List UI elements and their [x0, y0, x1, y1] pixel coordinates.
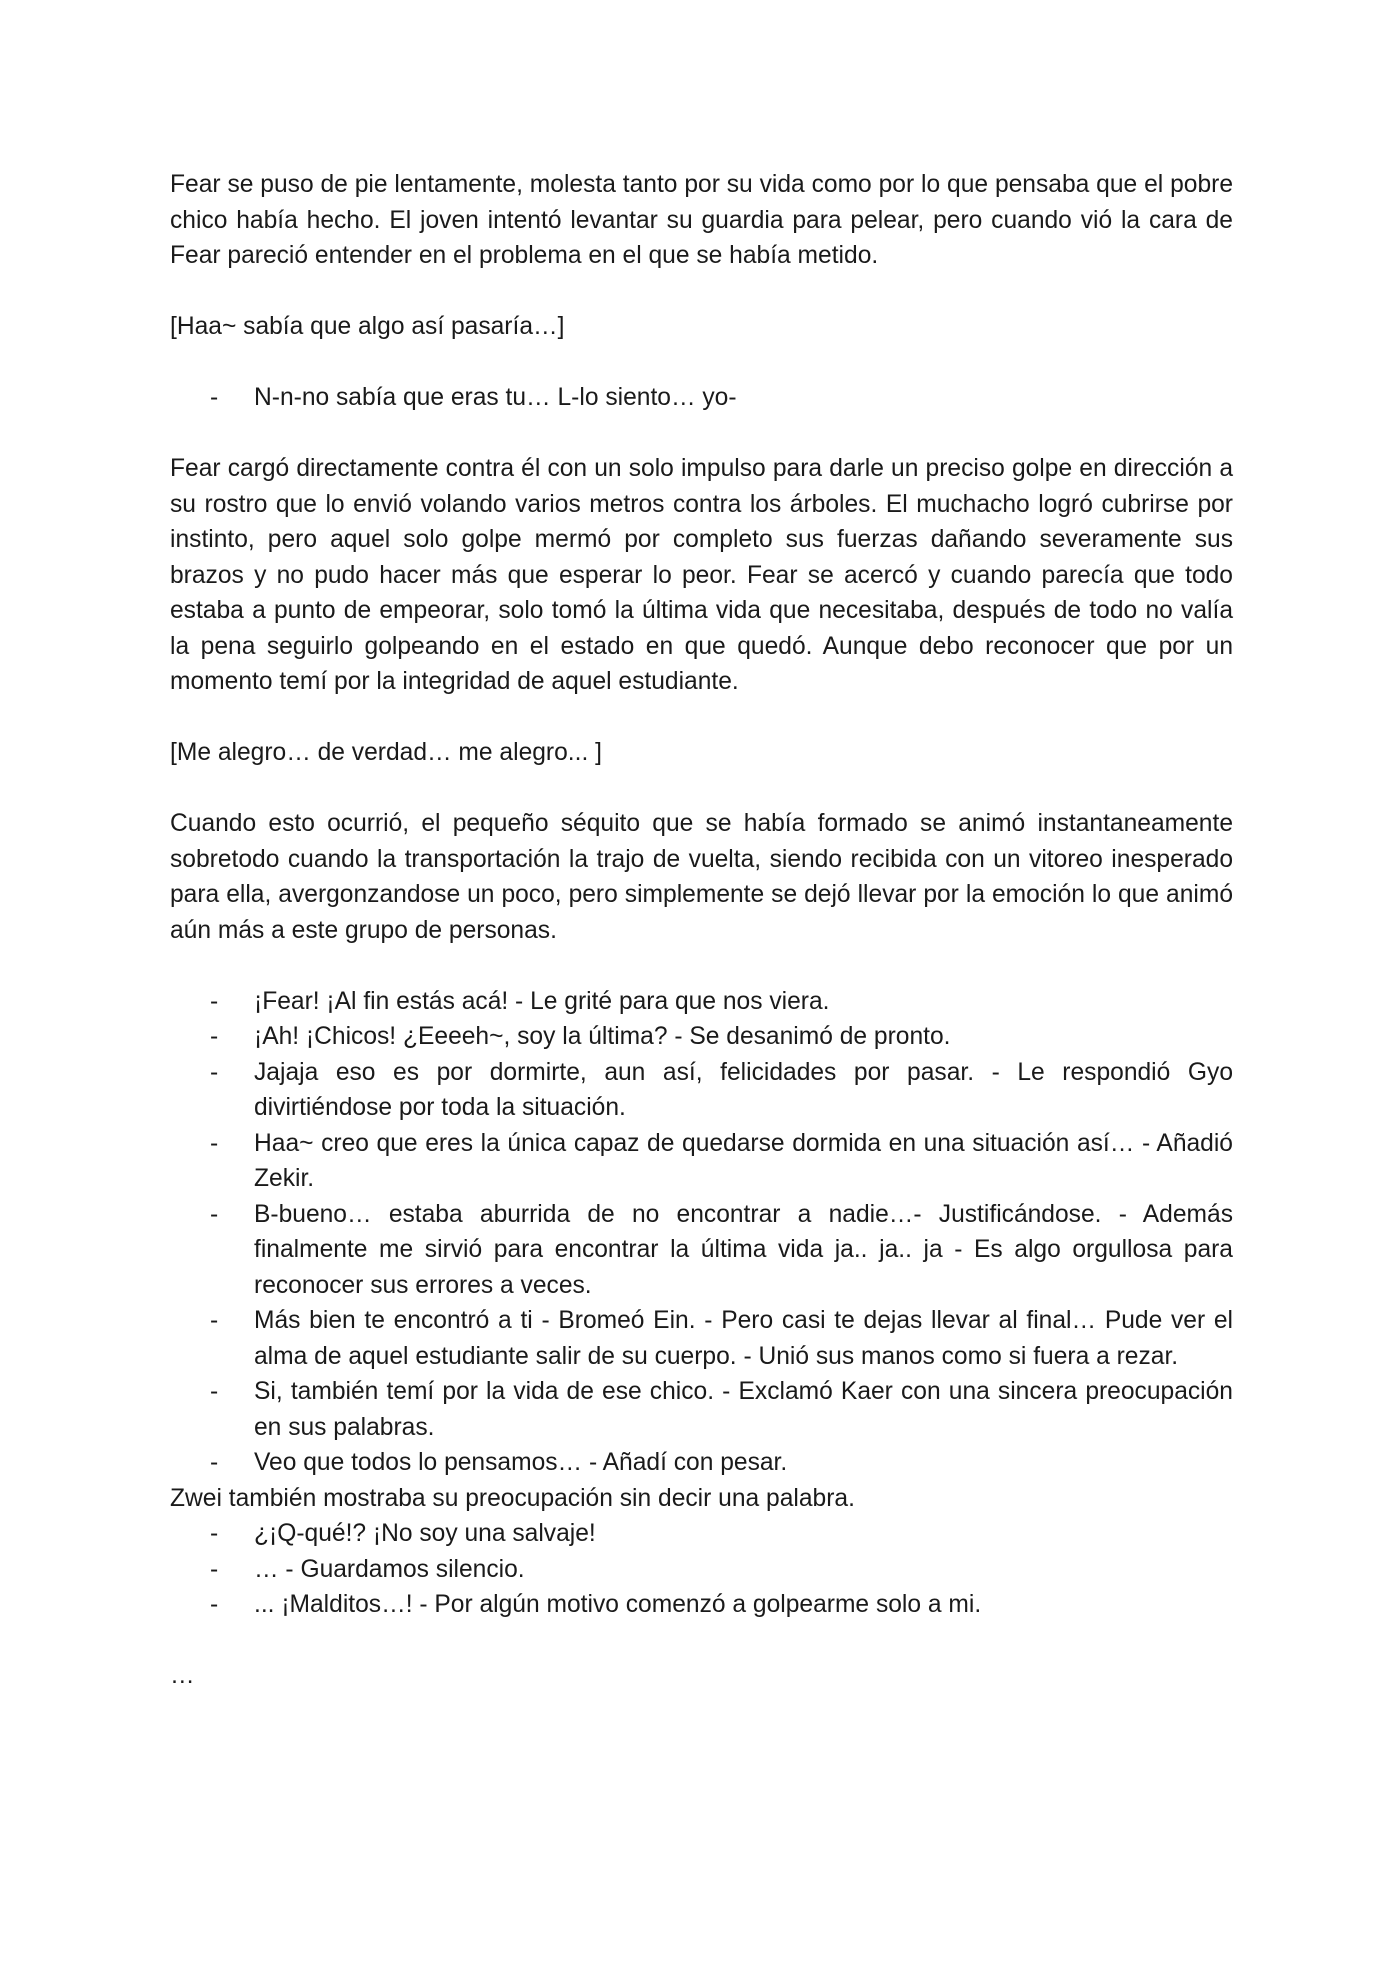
dash-bullet: -	[210, 384, 219, 411]
dialogue-line: - Jajaja eso es por dormirte, aun así, felicidades por pasar. - Le respondió Gyo divirtiéndose por toda la situación.	[170, 1055, 1233, 1126]
thought-1: [Haa~ sabía que algo así pasaría…]	[170, 313, 565, 340]
paragraph-4: Zwei también mostraba su preocupación sin decir una palabra.	[170, 1484, 855, 1512]
dialogue-line: - Si, también temí por la vida de ese chico. - Exclamó Kaer con una sincera preocupación en sus palabras.	[170, 1374, 1233, 1445]
dialogue-line: - ... ¡Malditos…! - Por algún motivo comenzó a golpearme solo a mi.	[170, 1587, 1233, 1623]
dialogue-line: - B-bueno… estaba aburrida de no encontrar a nadie…- Justificándose. - Además finalmente me sirvió para encontrar la última vida ja.. ja.. ja - Es algo orgullosa para reconocer sus errores a veces.	[170, 1197, 1233, 1304]
dialogue-line: - N-n-no sabía que eras tu… L-lo siento… yo-	[170, 380, 1233, 416]
dialogue-list-3	[170, 1516, 1233, 1623]
dialogue-line: - Haa~ creo que eres la única capaz de quedarse dormida en una situación así… - Añadió Zekir.	[170, 1126, 1233, 1197]
thought-2: [Me alegro… de verdad… me alegro... ]	[170, 739, 602, 766]
dialogue-list-1	[170, 380, 1233, 416]
dialogue-line: - Veo que todos lo pensamos… - Añadí con pesar.	[170, 1445, 1233, 1481]
dash-bullet: -	[210, 1378, 219, 1405]
dash-bullet: -	[210, 1023, 219, 1050]
dialogue-line: - … - Guardamos silencio.	[170, 1552, 1233, 1588]
dialogue-line: - ¡Ah! ¡Chicos! ¿Eeeeh~, soy la última? - Se desanimó de pronto.	[170, 1019, 1233, 1055]
paragraph-spacer	[170, 948, 1233, 984]
paragraph-spacer	[170, 1623, 1233, 1659]
paragraph-2: Fear cargó directamente contra él con un solo impulso para darle un preciso golpe en dirección a su rostro que lo envió volando varios metros contra los árboles. El muchacho logró cubrirse por instinto, pero aquel solo golpe mermó por completo sus fuerzas dañando severamente sus brazos y no pudo hacer más que esperar lo peor. Fear se acercó y cuando parecía que todo estaba a punto de empeorar, solo tomó la última vida que necesitaba, después de todo no valía la pena seguirlo golpeando en el estado en que quedó. Aunque debo reconocer que por un momento temí por la integridad de aquel estudiante.	[170, 455, 1233, 695]
dialogue-line: - ¡Fear! ¡Al fin estás acá! - Le grité para que nos viera.	[170, 984, 1233, 1020]
paragraph-spacer	[170, 345, 1233, 381]
paragraph-spacer	[170, 700, 1233, 736]
paragraph-spacer	[170, 771, 1233, 807]
document-body	[170, 167, 1233, 1694]
paragraph-3: Cuando esto ocurrió, el pequeño séquito que se había formado se animó instantaneamente sobretodo cuando la transportación la trajo de vuelta, siendo recibida con un vitoreo inesperado para ella, avergonzandose un poco, pero simplemente se dejó llevar por la emoción lo que animó aún más a este grupo de personas.	[170, 810, 1233, 944]
paragraph-spacer	[170, 274, 1233, 310]
dash-bullet: -	[210, 1058, 219, 1086]
dash-bullet: -	[210, 1520, 219, 1547]
dash-bullet: -	[210, 1591, 219, 1618]
dialogue-line: - Más bien te encontró a ti - Bromeó Ein. - Pero casi te dejas llevar al final… Pude ver el alma de aquel estudiante salir de su cuerpo. - Unió sus manos como si fuera a rezar.	[170, 1303, 1233, 1374]
dash-bullet: -	[210, 1555, 219, 1583]
dash-bullet: -	[210, 1129, 219, 1157]
dialogue-line: - ¿¡Q-qué!? ¡No soy una salvaje!	[170, 1516, 1233, 1552]
paragraph-spacer	[170, 416, 1233, 452]
dialogue-list-2	[170, 984, 1233, 1481]
dash-bullet: -	[210, 987, 219, 1015]
dash-bullet: -	[210, 1449, 219, 1476]
dash-bullet: -	[210, 1200, 219, 1228]
dash-bullet: -	[210, 1307, 219, 1334]
ellipsis-ending: …	[170, 1662, 195, 1689]
paragraph-1: Fear se puso de pie lentamente, molesta tanto por su vida como por lo que pensaba que el pobre chico había hecho. El joven intentó levantar su guardia para pelear, pero cuando vió la cara de Fear pareció entender en el problema en el que se había metido.	[170, 171, 1233, 269]
